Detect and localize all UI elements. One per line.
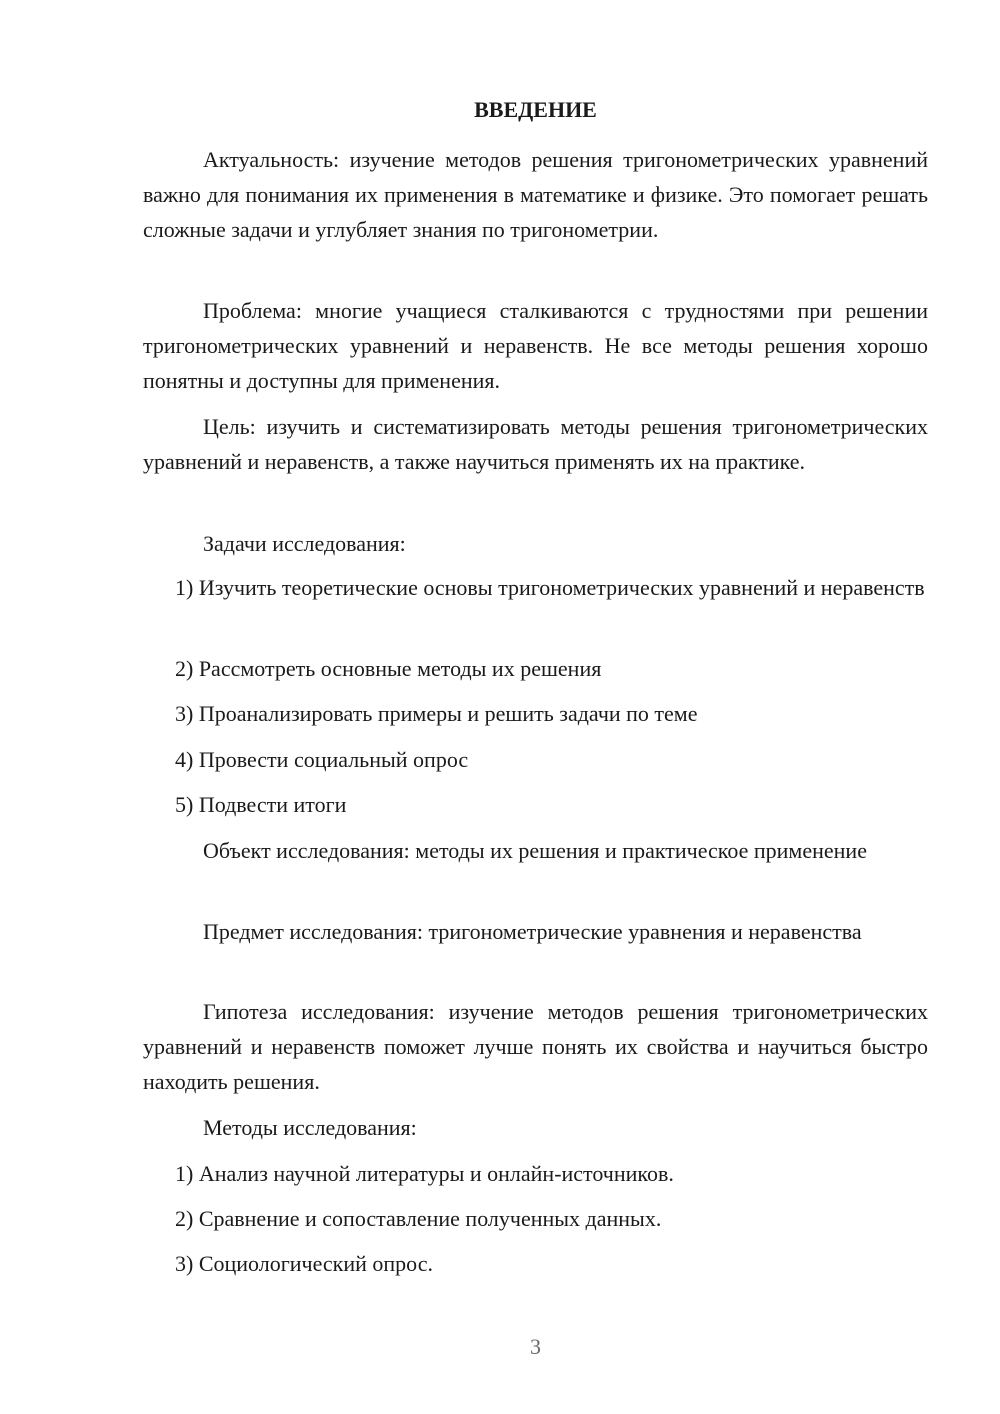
task-item-5: 5) Подвести итоги xyxy=(175,792,347,817)
task-item-4: 4) Провести социальный опрос xyxy=(175,747,469,772)
method-item-1: 1) Анализ научной литературы и онлайн-источников. xyxy=(175,1161,674,1186)
methods-heading: Методы исследования: xyxy=(203,1115,417,1140)
method-item-3: 3) Социологический опрос. xyxy=(175,1251,433,1276)
object-paragraph: Объект исследования: методы их решения и практическое применение xyxy=(203,838,867,863)
problem-paragraph: Проблема: многие учащиеся сталкиваются с трудностями при решении тригонометрических уравнений и неравенств. Не все методы решения хорошо понятны и доступны для применения. xyxy=(143,298,928,393)
goal-paragraph: Цель: изучить и систематизировать методы решения тригонометрических уравнений и неравенств, а также научиться применять их на практике. xyxy=(143,414,928,474)
document-page xyxy=(143,0,928,1414)
hypothesis-paragraph: Гипотеза исследования: изучение методов решения тригонометрических уравнений и неравенств поможет лучше понять их свойства и научиться быстро находить решения. xyxy=(143,999,928,1094)
document-title: ВВЕДЕНИЕ xyxy=(474,97,597,122)
page-number: 3 xyxy=(530,1334,541,1359)
task-item-2: 2) Рассмотреть основные методы их решения xyxy=(175,656,602,681)
method-item-2: 2) Сравнение и сопоставление полученных данных. xyxy=(175,1206,662,1231)
task-item-3: 3) Проанализировать примеры и решить задачи по теме xyxy=(175,701,698,726)
task-item-1: 1) Изучить теоретические основы тригонометрических уравнений и неравенств xyxy=(175,575,925,600)
tasks-heading: Задачи исследования: xyxy=(203,531,406,556)
subject-paragraph: Предмет исследования: тригонометрические уравнения и неравенства xyxy=(203,919,862,944)
relevance-paragraph: Актуальность: изучение методов решения тригонометрических уравнений важно для понимания их применения в математике и физике. Это помогает решать сложные задачи и углубляет знания по тригонометрии. xyxy=(143,147,928,242)
